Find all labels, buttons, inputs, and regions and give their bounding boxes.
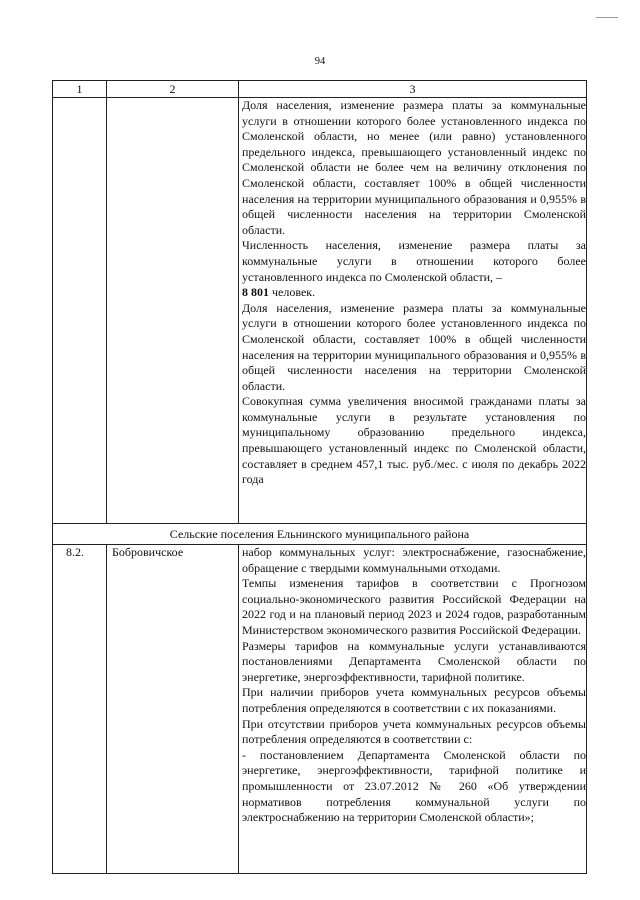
paragraph-meters-absent: При отсутствии приборов учета коммунальных ресурсов объемы потребления определяются в соответствии с: (242, 716, 586, 747)
table-row-8-2 (53, 545, 587, 874)
header-col-2: 2 (107, 81, 239, 98)
row-text-cell (239, 98, 587, 524)
table-row-continuation (53, 98, 587, 524)
section-title: Сельские поселения Ельнинского муниципального района (53, 524, 587, 545)
row-number-cell (53, 98, 107, 524)
population-count-value: 8 801 (242, 285, 269, 300)
paragraph-services-set: набор коммунальных услуг: электроснабжение, газоснабжение, обращение с твердыми коммунальными отходами. (242, 545, 586, 575)
row-name-cell: Бобровичское (107, 545, 239, 874)
scan-mark (596, 17, 618, 18)
header-col-3: 3 (239, 81, 587, 98)
paragraph-meters-present: При наличии приборов учета коммунальных ресурсов объемы потребления определяются в соответствии с их показаниями. (242, 685, 586, 715)
population-count-text: Численность населения, изменение размера платы за коммунальные услуги в отношении которого более установленного индекса по Смоленской области, – (242, 238, 586, 284)
paragraph-tariff-rates: Темпы изменения тарифов в соответствии с Прогнозом социально-экономического развития Российской Федерации на 2022 год и на плановый период 2023 и 2024 годов, разработанным Министерством экономического развития Российской Федерации. (242, 576, 586, 637)
paragraph-resolution: - постановлением Департамента Смоленской области по энергетике, энергоэффективности, тарифной политике и промышленности от 23.07.2012 № 260 «Об утверждении нормативов потребления коммунальной услуги по электроснабжению на территории Смоленской области»; (242, 747, 586, 825)
paragraph-total-sum: Совокупная сумма увеличения вносимой гражданами платы за коммунальные услуги в результате установления по муниципальному образованию предельного индекса, превышающего установленный индекс по Смоленской области, составляет в среднем 457,1 тыс. руб./мес. с июля по декабрь 2022 года (242, 394, 586, 487)
row-number-cell: 8.2. (53, 545, 107, 874)
page-number: 94 (314, 56, 326, 67)
section-row (53, 524, 587, 545)
paragraph-share-population-2: Доля населения, изменение размера платы за коммунальные услуги в отношении которого более установленного индекса по Смоленской области, составляет 100% в общей численности населения на территории муниципального образования и 0,955% в общей численности населения на территории Смоленской области. (242, 300, 586, 393)
paragraph-tariff-sizes: Размеры тарифов на коммунальные услуги устанавливаются постановлениями Департамента Смоленской области по энергетике, энергоэффективности, тарифной политике. (242, 638, 586, 684)
paragraph-share-population: Доля населения, изменение размера платы за коммунальные услуги в отношении которого более установленного индекса по Смоленской области, но менее (или равно) установленного предельного индекса, превышающего установленный индекс по Смоленской области не более чем на величину отклонения по Смоленской области, составляет 100% в общей численности населения на территории муниципального образования и 0,955% в общей численности населения на территории Смоленской области. (242, 98, 586, 237)
table-header-row (53, 81, 587, 98)
row-name-cell (107, 98, 239, 524)
paragraph-population-count (242, 238, 586, 300)
population-count-unit: человек. (269, 285, 316, 300)
header-col-1: 1 (53, 81, 107, 98)
tariff-table (52, 80, 587, 874)
row-text-cell (239, 545, 587, 874)
